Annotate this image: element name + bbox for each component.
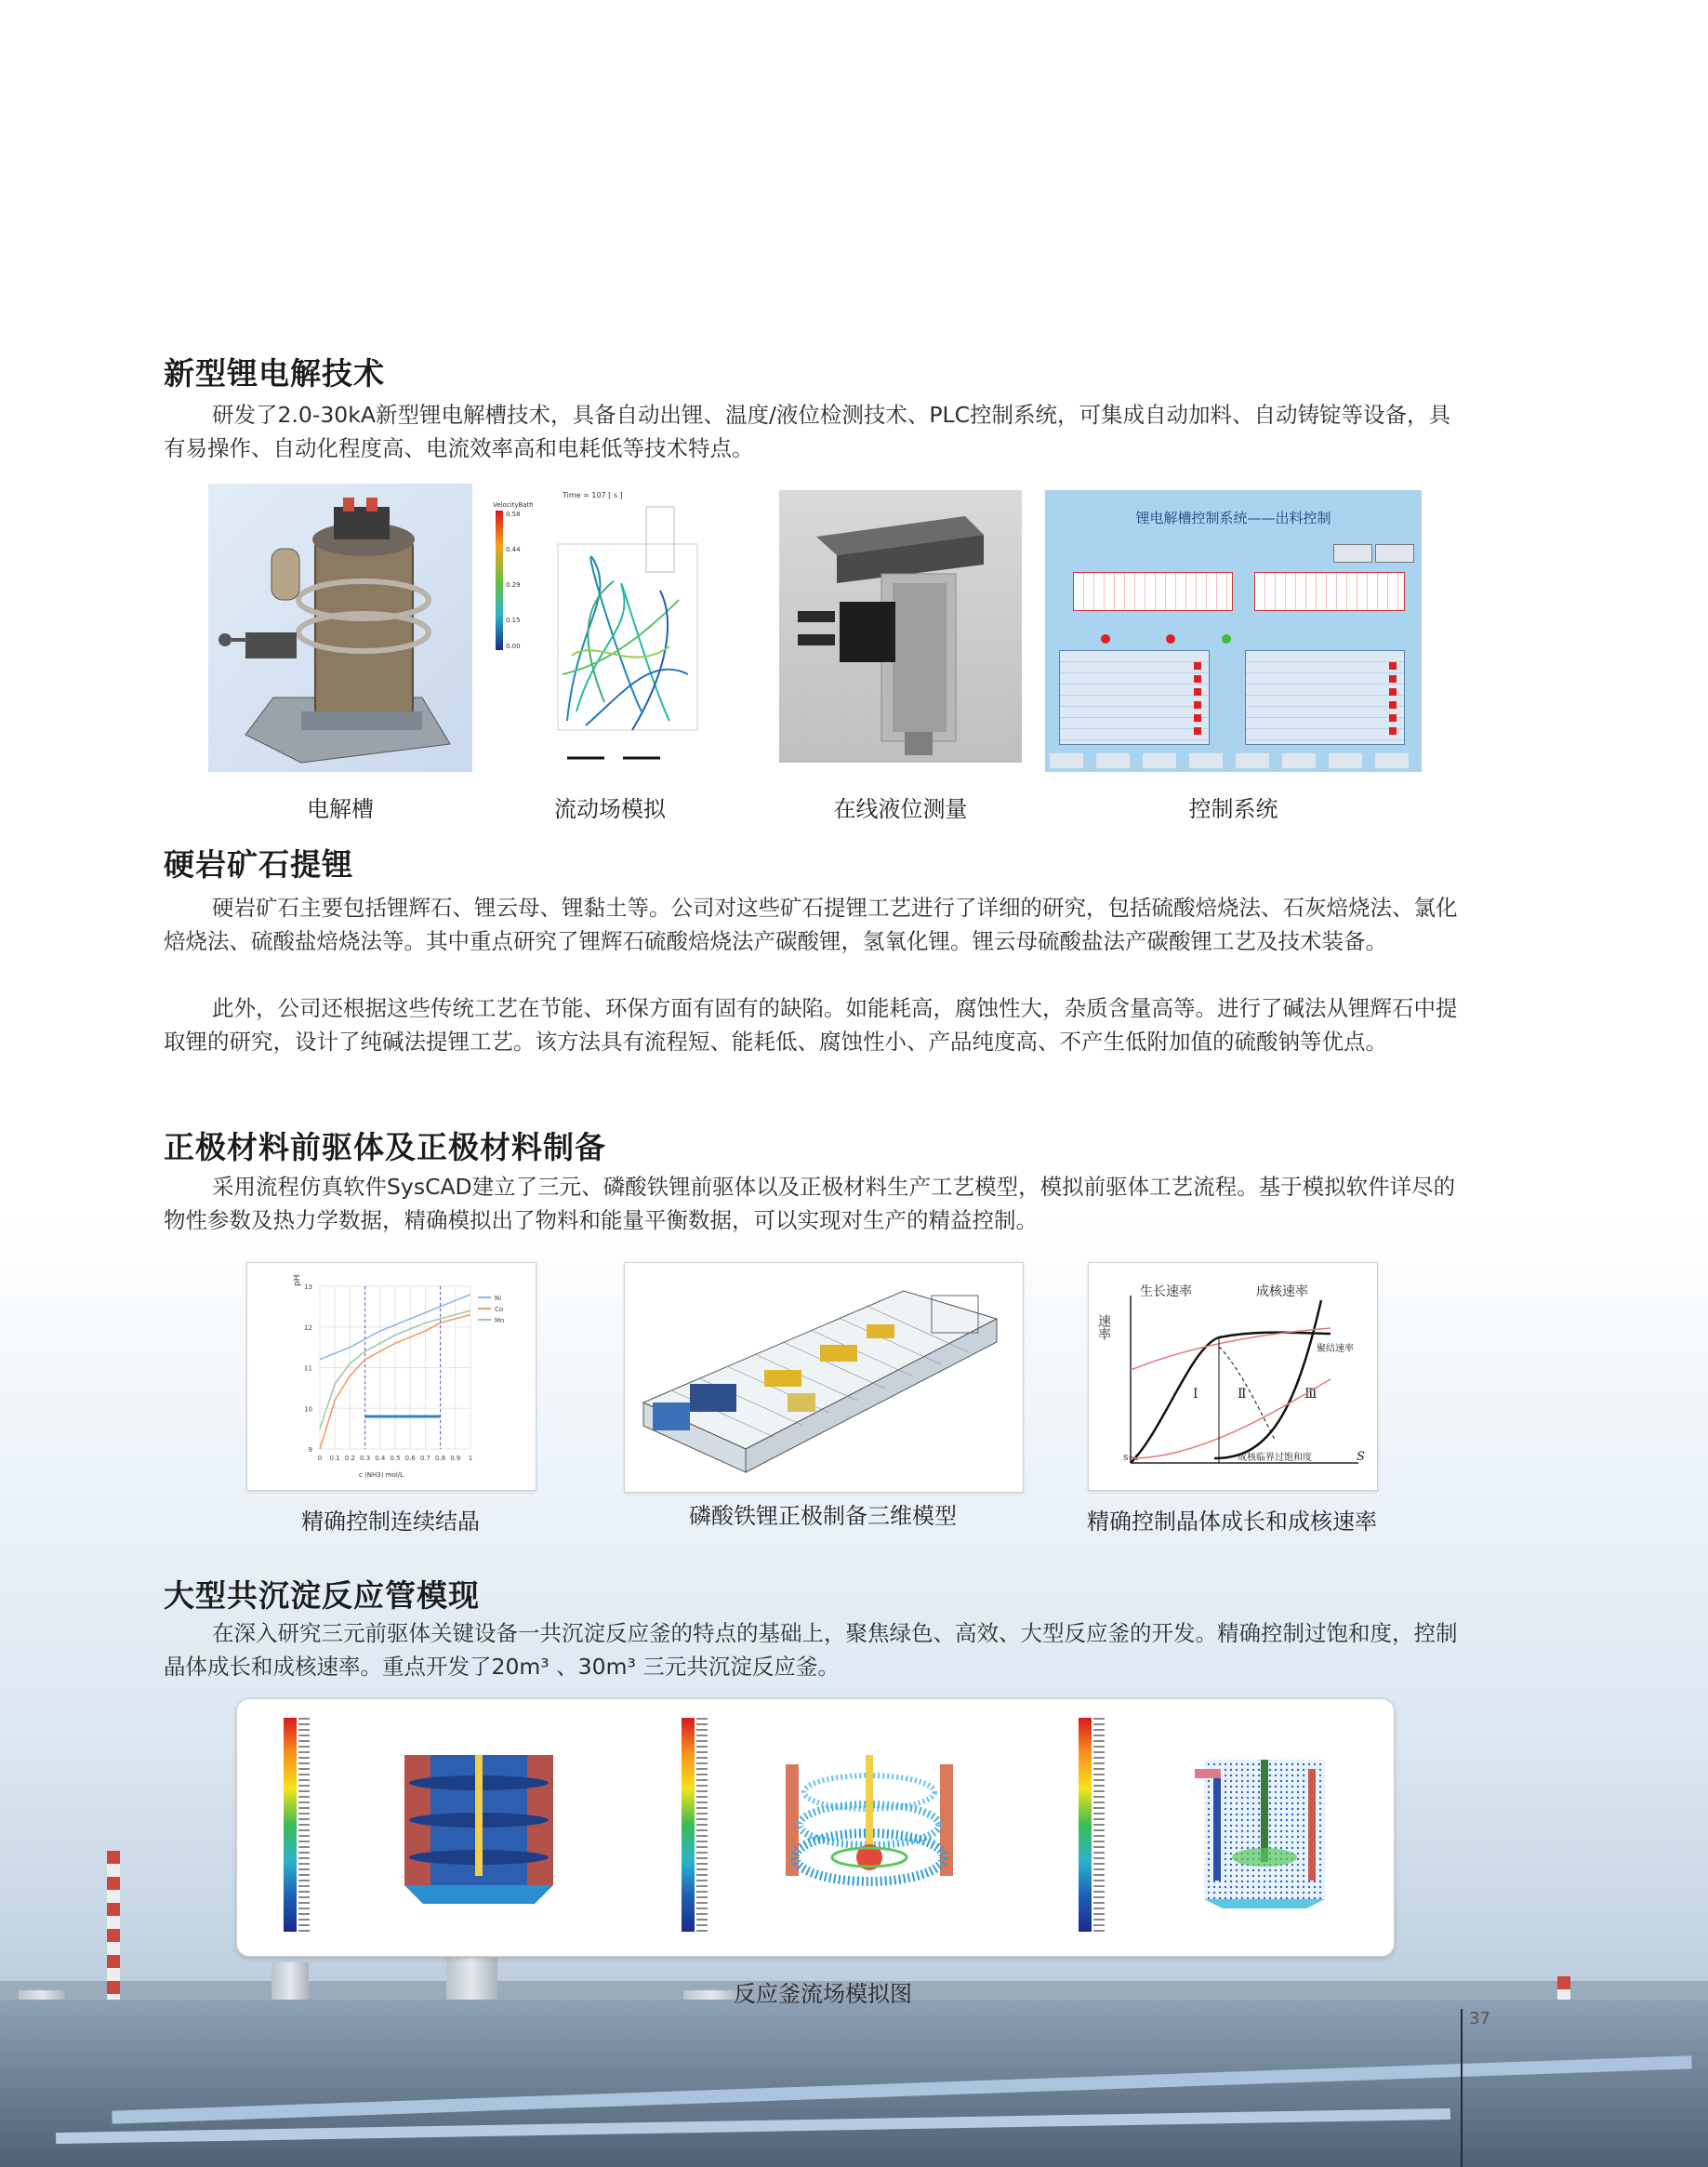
- chart-x-tick-label: 0.7: [419, 1455, 430, 1462]
- control-panel-trend-right: [1254, 572, 1405, 611]
- page-number: 37: [1469, 2009, 1490, 2028]
- chart-x-tick-label: 0: [317, 1455, 323, 1462]
- figure-caption-level-measurement: 在线液位测量: [833, 796, 968, 822]
- reactor-simulation-image-1: [395, 1755, 563, 1904]
- status-indicator-column: [1389, 662, 1397, 737]
- section-body-coprecipitation: 在深入研究三元前驱体关键设备一共沉淀反应釜的特点的基础上，聚焦绿色、高效、大型反应釜的开发。精确控制过饱和度，控制晶体成长和成核速率。重点开发了20m³ 、30m³ 三元共沉淀反应釜。: [164, 1620, 1458, 1680]
- section-body-hard-rock-1: 硬岩矿石主要包括锂辉石、锂云母、锂黏土等。公司对这些矿石提锂工艺进行了详细的研究，包括硫酸焙烧法、石灰焙烧法、氯化焙烧法、硫酸盐焙烧法等。其中重点研究了锂辉石硫酸焙烧法产碳酸锂，氢氧化锂。锂云母硫酸盐法产碳酸锂工艺及技术装备。: [164, 895, 1458, 954]
- section-body-hard-rock-2: 此外，公司还根据这些传统工艺在节能、环保方面有固有的缺陷。如能耗高，腐蚀性大，杂质含量高等。进行了碱法从锂辉石中提取锂的研究，设计了纯碱法提锂工艺。该方法具有流程短、能耗低、腐蚀性小、产品纯度高、不产生低附加值的硫酸钠等优点。: [164, 995, 1458, 1055]
- status-indicator: [1166, 634, 1175, 644]
- growth-rate-label: 生长速率: [1140, 1284, 1192, 1299]
- chart-x-tick-label: 0.8: [435, 1455, 446, 1462]
- section-title-cathode: 正极材料前驱体及正极材料制备: [164, 1129, 606, 1165]
- growth-nucleation-rate-chart-frame: [1088, 1262, 1378, 1491]
- chart-xlabel: c (NH3) mol/L: [359, 1471, 404, 1479]
- control-panel-button[interactable]: [1333, 544, 1372, 563]
- velocity-color-scale: [284, 1718, 297, 1932]
- online-level-measurement-image: [779, 490, 1022, 763]
- figure-caption-growth-nucleation: 精确控制晶体成长和成核速率: [1087, 1509, 1377, 1535]
- control-panel-table-right: [1245, 650, 1405, 745]
- page-divider-line: [1461, 2009, 1463, 2167]
- growth-nucleation-rate-chart: [1089, 1263, 1377, 1490]
- svg-text:0.44: 0.44: [506, 546, 521, 553]
- nucleation-rate-label: 成核速率: [1256, 1284, 1308, 1299]
- lfp-3d-model-frame: [624, 1262, 1024, 1493]
- control-system-image: [1045, 490, 1422, 772]
- status-indicator: [1101, 634, 1110, 644]
- reactor-simulation-image-3: [1195, 1750, 1334, 1908]
- control-panel-nav-buttons[interactable]: [1050, 753, 1417, 768]
- chart-y-tick-label: 12: [304, 1323, 312, 1332]
- chart-y-tick-label: 13: [304, 1283, 312, 1291]
- svg-text:0.15: 0.15: [506, 617, 521, 624]
- region-1-label: Ⅰ: [1193, 1387, 1198, 1402]
- chart-ylabel: pH: [293, 1274, 302, 1286]
- svg-text:VelocityBath: VelocityBath: [493, 501, 534, 509]
- status-indicator: [1222, 634, 1231, 644]
- aggregation-rate-label: 聚结速率: [1317, 1344, 1354, 1354]
- region-2-label: Ⅱ: [1238, 1387, 1247, 1402]
- color-scale-tick-labels: [1093, 1718, 1105, 1932]
- background-ground: [0, 2000, 1708, 2167]
- control-panel-trend-left: [1073, 572, 1233, 611]
- s-axis-label: S: [1357, 1450, 1365, 1464]
- chart-x-tick-label: 0.6: [404, 1455, 416, 1462]
- section-title-coprecipitation: 大型共沉淀反应管模现: [164, 1577, 480, 1614]
- rate-axis-label: 速率: [1096, 1314, 1111, 1340]
- lfp-3d-model-image: [625, 1263, 1023, 1492]
- svg-text:0.58: 0.58: [506, 511, 521, 518]
- flow-field-simulation-image: [493, 488, 735, 772]
- growth-rate-curve: [1131, 1333, 1331, 1463]
- chart-x-tick-label: 0.1: [329, 1455, 340, 1462]
- region-3-label: Ⅲ: [1304, 1387, 1317, 1402]
- figure-caption-continuous-crystallization: 精确控制连续结晶: [301, 1509, 480, 1535]
- chart-x-tick-label: 0.4: [375, 1455, 386, 1462]
- chart-y-tick-label: 10: [304, 1405, 312, 1414]
- chart-y-tick-label: 9: [308, 1446, 312, 1454]
- chart-y-tick-label: 11: [304, 1364, 312, 1373]
- figure-caption-lfp-3d-model: 磷酸铁锂正极制备三维模型: [689, 1503, 957, 1529]
- velocity-color-scale: [1079, 1718, 1092, 1932]
- chart-legend-label: Mn: [495, 1317, 505, 1324]
- svg-text:Time = 107 [ s ]: Time = 107 [ s ]: [563, 491, 623, 499]
- ph-chart-frame: [246, 1262, 536, 1491]
- chart-legend-label: Ni: [495, 1295, 502, 1302]
- nucleation-rate-curve: [1214, 1300, 1321, 1458]
- section-title-hard-rock: 硬岩矿石提锂: [164, 846, 353, 883]
- control-panel-button[interactable]: [1375, 544, 1414, 563]
- section-body-cathode: 采用流程仿真软件SysCAD建立了三元、磷酸铁锂前驱体以及正极材料生产工艺模型，模拟前驱体工艺流程。基于模拟软件详尽的物性参数及热力学数据，精确模拟出了物料和能量平衡数据，可以实现对生产的精益控制。: [164, 1174, 1456, 1233]
- chart-x-tick-label: 0.5: [390, 1455, 401, 1462]
- status-indicator-column: [1194, 662, 1201, 737]
- chart-x-tick-label: 0.3: [360, 1455, 371, 1462]
- control-panel-title: 锂电解槽控制系统——出料控制: [1135, 510, 1331, 526]
- reactor-simulation-frame: [236, 1698, 1395, 1957]
- chart-x-tick-label: 1: [468, 1455, 473, 1462]
- color-scale-tick-labels: [298, 1718, 310, 1932]
- svg-text:0.00: 0.00: [506, 643, 521, 650]
- chart-legend-label: Co: [495, 1306, 504, 1313]
- electrolytic-cell-image: [208, 484, 472, 772]
- control-panel-table-left: [1059, 650, 1210, 745]
- svg-text:0.29: 0.29: [506, 581, 521, 589]
- chart-x-tick-label: 0.9: [450, 1455, 461, 1462]
- critical-supersaturation-label: 成核临界过饱和度: [1238, 1453, 1312, 1463]
- chart-x-tick-label: 0.2: [344, 1455, 355, 1462]
- reactor-simulation-image-2: [786, 1755, 953, 1904]
- figure-caption-flow-field: 流动场模拟: [554, 796, 666, 822]
- figure-caption-control-system: 控制系统: [1188, 796, 1278, 822]
- section-body-lithium-electrolysis: 研发了2.0-30kA新型锂电解槽技术，具备自动出锂、温度/液位检测技术、PLC控制系统，可集成自动加料、自动铸锭等设备，具有易操作、自动化程度高、电流效率高和电耗低等技术特点。: [164, 402, 1451, 461]
- origin-label: S=1: [1123, 1454, 1140, 1462]
- figure-caption-electrolytic-cell: 电解槽: [307, 796, 374, 822]
- velocity-color-scale: [682, 1718, 695, 1932]
- section-title-lithium-electrolysis: 新型锂电解技术: [164, 355, 385, 392]
- ph-chart: [247, 1263, 536, 1490]
- figure-caption-reactor-simulation: 反应釜流场模拟图: [734, 1981, 912, 2007]
- color-scale-tick-labels: [696, 1718, 708, 1932]
